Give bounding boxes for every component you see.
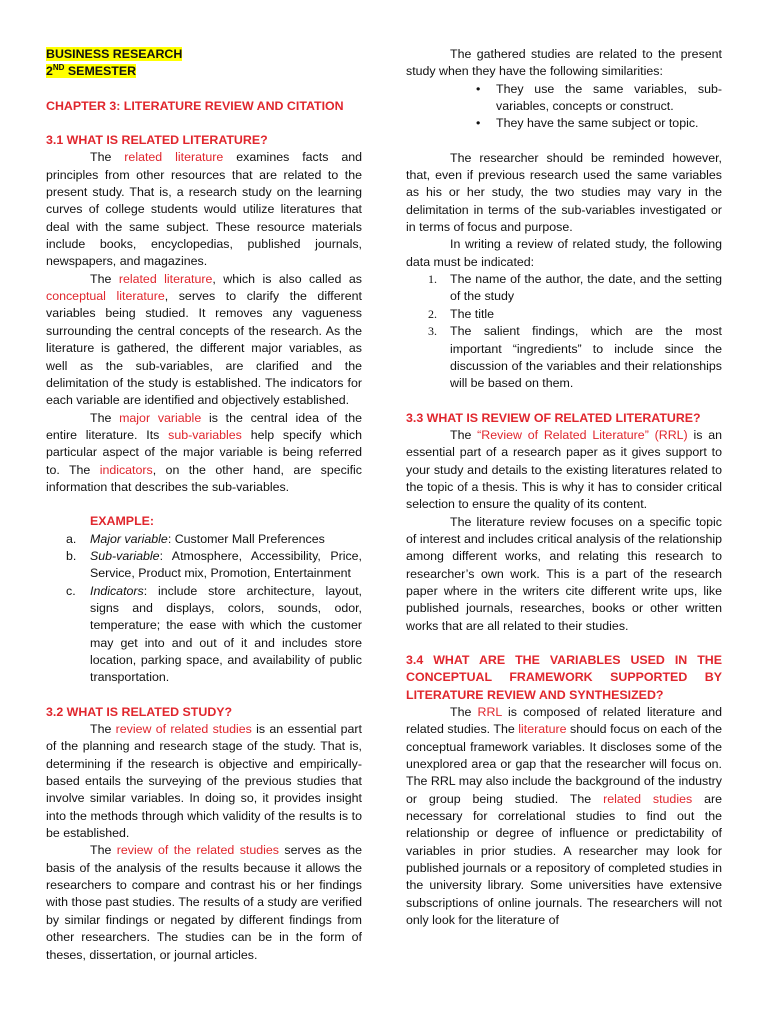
s31-paragraph-1: The related literature examines facts and principles from other resources that are related to the present study. That is, a research study on the learning curves of college students would utilize literatures that deal with the same subject. These resource materials include books, encyclopedias, published journals, newspapers, and magazines. xyxy=(46,150,362,269)
list-item: 2. The title xyxy=(428,306,495,321)
s32-paragraph-4: The researcher should be reminded however, that, even if previous research used the same variables as his or her study, the two studies may vary in the delimitation in terms of the sub-variables investigated or in terms of focus and purpose. xyxy=(406,150,722,235)
s32-paragraph-1: The review of related studies is an essential part of the planning and research stage of the study. That is, determining if the research is objective and empirically-based entails the surveying of the previous studies that involve similar variables. In doing so, it provides insight into the methods through which validity of the results is to be established. xyxy=(46,722,362,841)
required-data-list xyxy=(406,271,722,392)
example-list xyxy=(46,531,362,687)
s33-paragraph-2: The literature review focuses on a specific topic of interest and includes critical analysis of the relationship among different works, and relating this research to researcher’s own work. This is a part of the research paper where in the writers cite different write ups, like published journals, researches, books or other written works that are all related to their studies. xyxy=(406,514,722,633)
s32-paragraph-3: The gathered studies are related to the present study when they have the following similarities: xyxy=(406,47,722,79)
list-item: • They have the same subject or topic. xyxy=(476,116,699,131)
s34-paragraph-1: The RRL is composed of related literature and related studies. The literature should focus on each of the conceptual framework variables. It discloses some of the unexplored area or gap that the researcher will focus on. The RRL may also include the background of the industry or group being studied. The related studies are necessary for correlational studies to find out the relationship or degree of influence or predictability of variables in prior studies. A researcher may look for published journals or a repository of completed studies in the university library. Some universities have extensive subscriptions of online journals. The researchers will not only look for the literature of xyxy=(406,705,723,928)
section-3-4-heading: 3.4 WHAT ARE THE VARIABLES USED IN THE CONCEPTUAL FRAMEWORK SUPPORTED BY LITERATURE REVIEW AND SYNTHESIZED? xyxy=(406,653,722,702)
semester-label: 2ND SEMESTER xyxy=(46,63,137,79)
example-label: EXAMPLE: xyxy=(90,514,155,529)
section-3-2-heading: 3.2 WHAT IS RELATED STUDY? xyxy=(46,704,233,719)
s32-paragraph-2: The review of the related studies serves as the basis of the analysis of the results because it allows the researchers to compare and contrast his or her findings with those past studies. The results of a study are verified by similar findings or negated by different findings from other researchers. The studies can be in the form of theses, dissertation, or journal articles. xyxy=(46,843,363,962)
right-column xyxy=(406,46,722,930)
course-title: BUSINESS RESEARCH xyxy=(46,47,183,61)
list-item: 3. The salient findings, which are the most important “ingredients” to include since the discussion of the variables and their relationships will be based on them. xyxy=(428,324,722,391)
section-3-1-heading: 3.1 WHAT IS RELATED LITERATURE? xyxy=(46,133,268,148)
section-3-3-heading: 3.3 WHAT IS REVIEW OF RELATED LITERATURE? xyxy=(406,410,701,425)
left-column xyxy=(46,46,362,964)
s32-paragraph-5: In writing a review of related study, the following data must be indicated: xyxy=(406,237,722,269)
s31-paragraph-2: The related literature, which is also called as conceptual literature, serves to clarify the different variables being studied. It removes any vagueness surrounding the central concepts of the research. As the literature is gathered, the different major variables, as well as the sub-variables, are clarified and the delimitation of the study is established. The indicators for each variable are identified and objectively established. xyxy=(46,271,362,408)
s33-paragraph-1: The “Review of Related Literature” (RRL) is an essential part of a research paper as it gives support to your study and details to the existing literatures related to the topic of a thesis. This is why it has to consider critical selection to ensure the quality of its content. xyxy=(406,427,723,512)
list-item: b. Sub-variable: Atmosphere, Accessibility, Price, Service, Product mix, Promotion, Entertainment xyxy=(66,548,362,581)
s31-paragraph-3: The major variable is the central idea of the entire literature. Its sub-variables help specify which particular aspect of the major variable is being referred to. The indicators, on the other hand, are specific information that describes the sub-variables. xyxy=(46,410,362,494)
list-item: 1. The name of the author, the date, and the setting of the study xyxy=(428,272,722,304)
list-item: a. Major variable: Customer Mall Preferences xyxy=(66,531,325,546)
list-item: • They use the same variables, sub-variables, concepts or construct. xyxy=(476,81,722,114)
similarity-bullet-list xyxy=(406,81,722,133)
term-conceptual-literature: conceptual literature xyxy=(46,289,165,304)
chapter-title: CHAPTER 3: LITERATURE REVIEW AND CITATION xyxy=(46,98,344,113)
term-related-literature: related literature xyxy=(124,150,224,165)
list-item: c. Indicators: include store architecture, layout, signs and displays, colors, sounds, odor, temperature; the ease with which the customer may get into and out of it and includes store location, parking space, and availability of public transportation. xyxy=(66,583,362,685)
